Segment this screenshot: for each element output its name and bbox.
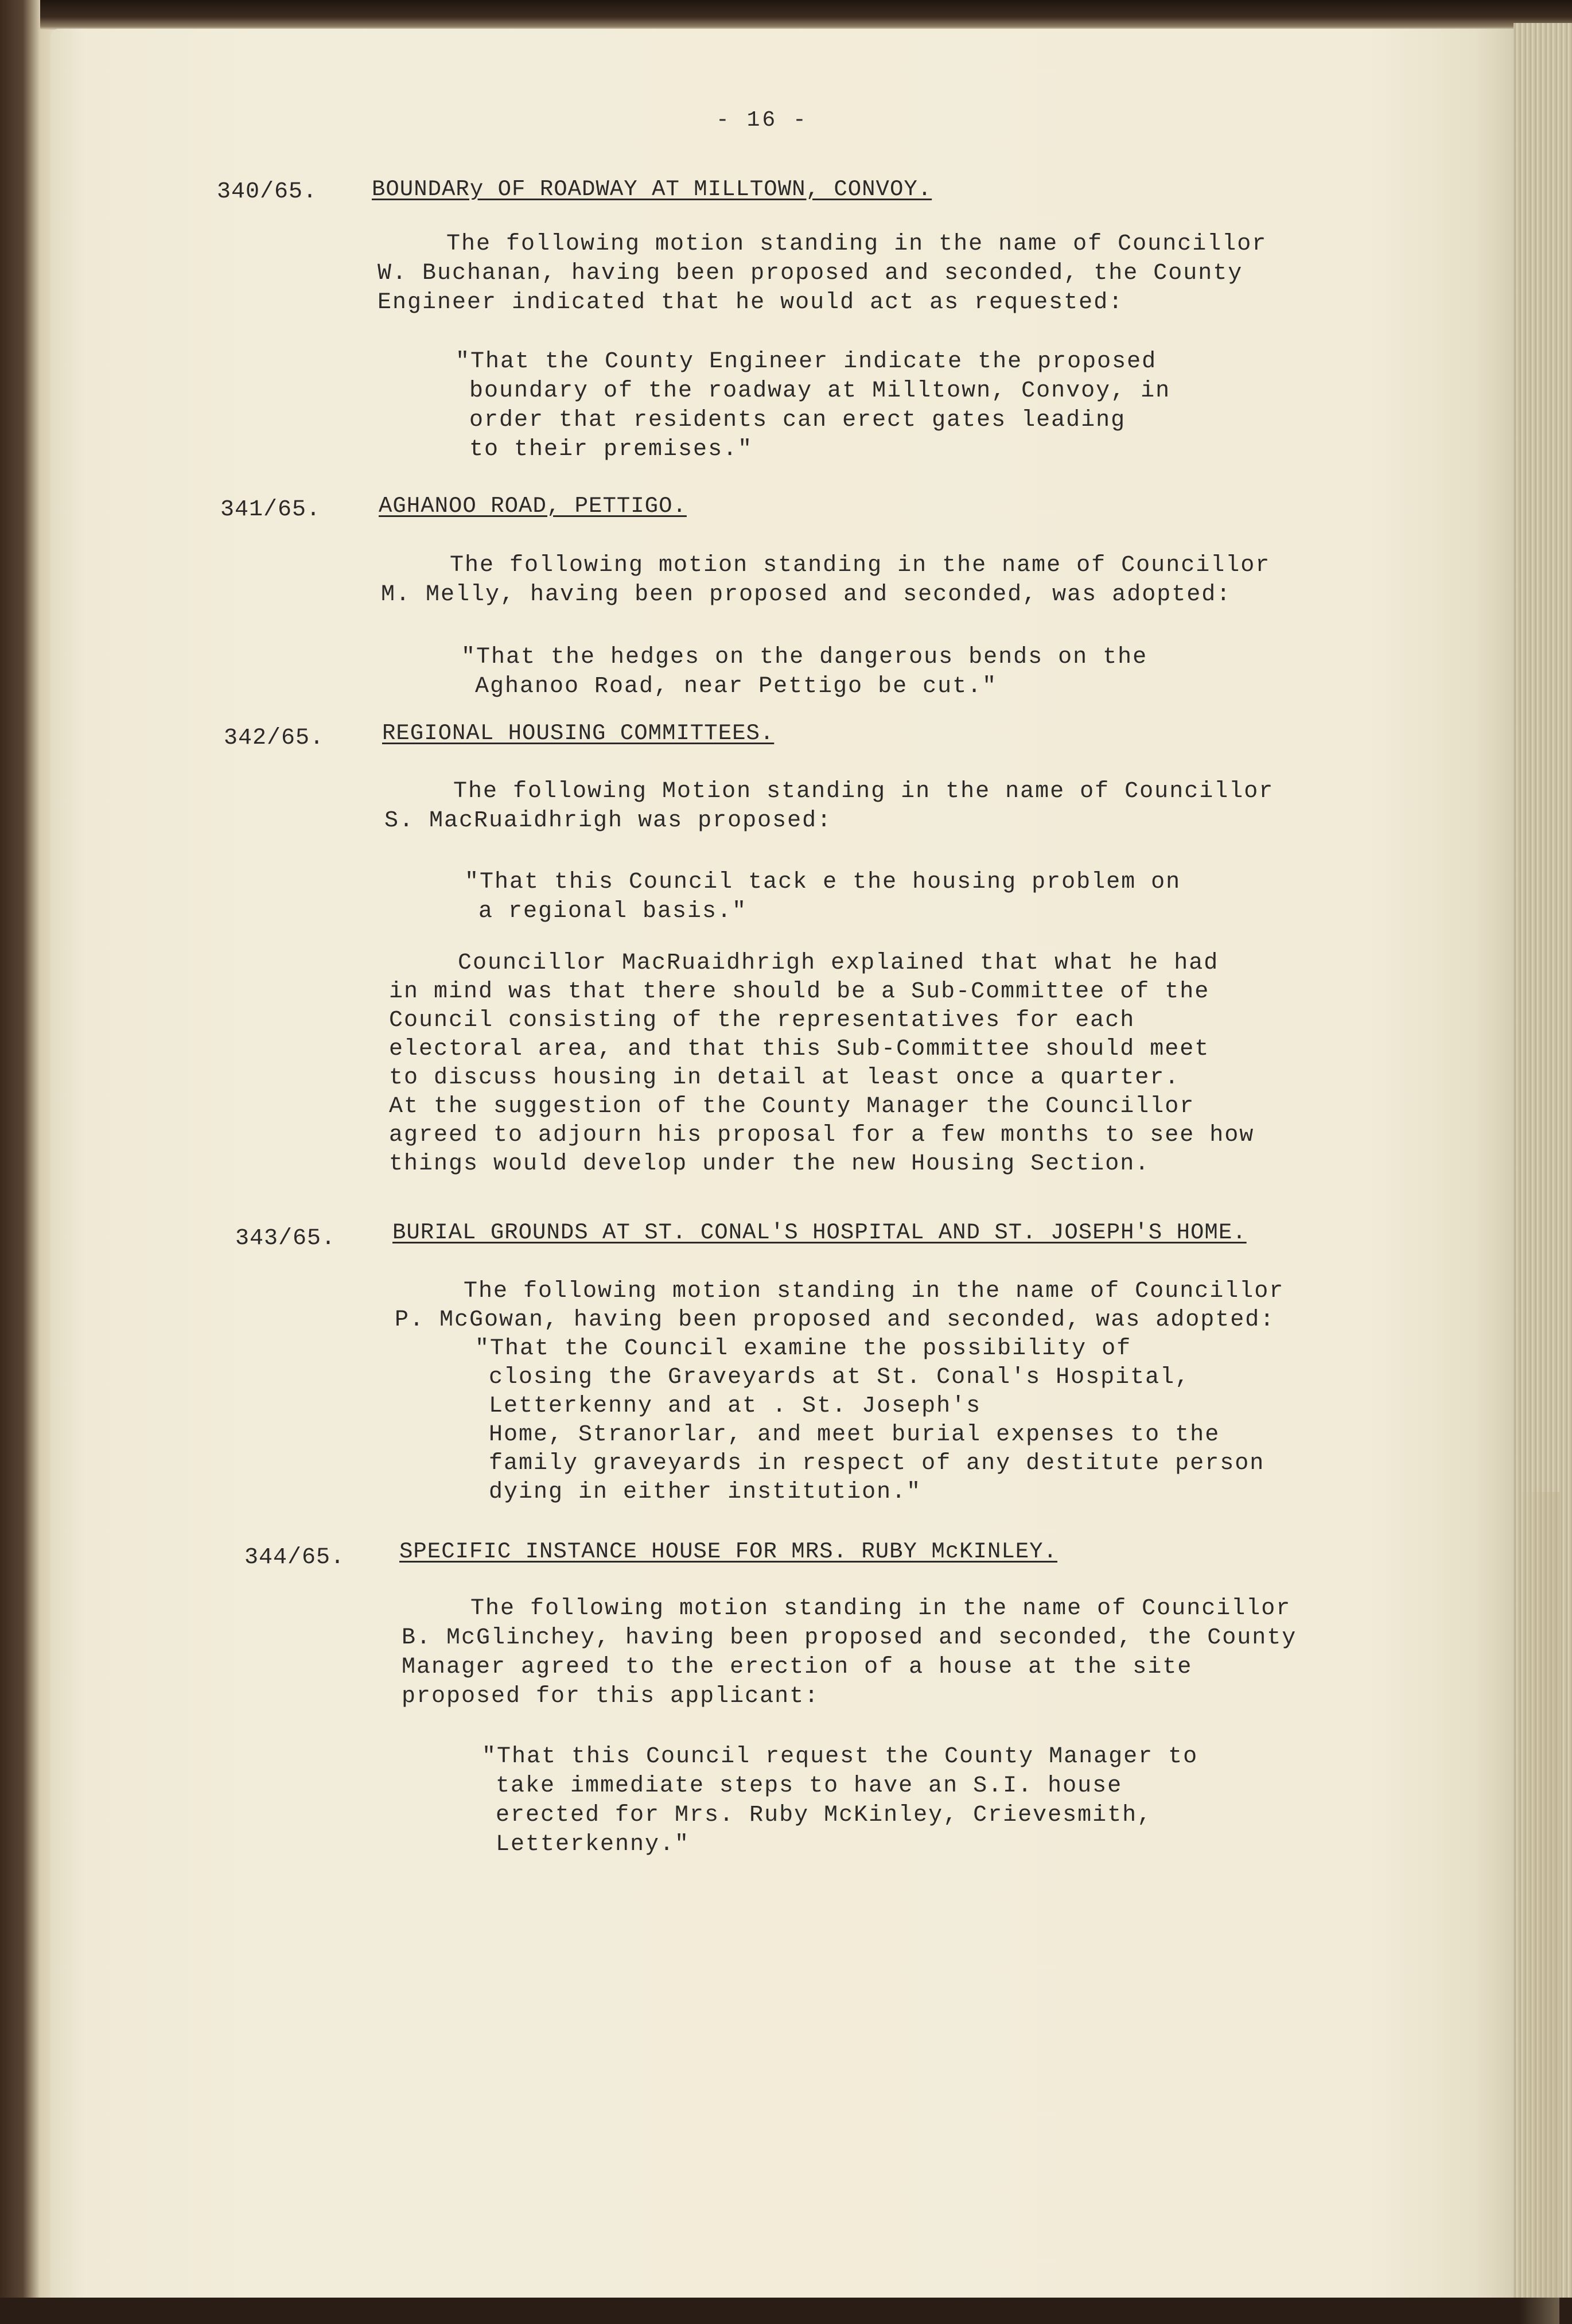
- quote-line: "That the County Engineer indicate the proposed: [456, 349, 1157, 375]
- entry-heading-342: REGIONAL HOUSING COMMITTEES.: [382, 721, 775, 746]
- entry-intro-344: [402, 1594, 1297, 1711]
- body-line: Council consisting of the representatives for each: [389, 1008, 1135, 1033]
- entry-number-343: 343/65.: [235, 1226, 336, 1252]
- intro-line: W. Buchanan, having been proposed and seconded, the County: [378, 261, 1243, 286]
- entry-quote-343: [475, 1335, 1264, 1507]
- body-line: things would develop under the new Housing Section.: [389, 1151, 1150, 1177]
- body-line: At the suggestion of the County Manager the Councillor: [389, 1094, 1195, 1120]
- intro-line: The following motion standing in the name of Councillor: [446, 231, 1267, 257]
- body-line: Councillor MacRuaidhrigh explained that what he had: [458, 950, 1219, 976]
- quote-line: dying in either institution.": [489, 1479, 922, 1505]
- entry-intro-342: [384, 777, 1274, 835]
- intro-line: B. McGlinchey, having been proposed and seconded, the County: [402, 1625, 1297, 1651]
- intro-line: S. MacRuaidhrigh was proposed:: [384, 808, 832, 834]
- entry-body-342: [389, 949, 1254, 1179]
- entry-heading-340: BOUNDARy OF ROADWAY AT MILLTOWN, CONVOY.: [372, 177, 932, 202]
- page-number: - 16 -: [716, 108, 808, 133]
- entry-quote-342: [465, 868, 1181, 926]
- book-top-edge: [40, 0, 1572, 30]
- quote-line: Letterkenny and at . St. Joseph's: [489, 1393, 982, 1419]
- entry-quote-340: [456, 347, 1170, 464]
- quote-line: Aghanoo Road, near Pettigo be cut.": [475, 674, 998, 699]
- quote-line: to their premises.": [469, 437, 753, 463]
- entry-quote-341: [461, 643, 1147, 701]
- quote-line: Letterkenny.": [496, 1832, 690, 1857]
- body-line: to discuss housing in detail at least once a quarter.: [389, 1065, 1180, 1091]
- body-line: agreed to adjourn his proposal for a few months to see how: [389, 1122, 1255, 1148]
- entry-quote-344: [482, 1742, 1198, 1859]
- intro-line: The following motion standing in the name of Councillor: [470, 1596, 1291, 1622]
- quote-line: a regional basis.": [478, 899, 748, 924]
- entry-number-342: 342/65.: [224, 725, 325, 751]
- quote-line: take immediate steps to have an S.I. house: [496, 1773, 1123, 1799]
- entry-heading-344: SPECIFIC INSTANCE HOUSE FOR MRS. RUBY McKINLEY.: [399, 1539, 1057, 1564]
- entry-heading-341: AGHANOO ROAD, PETTIGO.: [379, 493, 687, 519]
- intro-line: The following motion standing in the name of Councillor: [464, 1278, 1285, 1304]
- entry-number-340: 340/65.: [217, 179, 318, 205]
- intro-line: The following motion standing in the name of Councillor: [450, 553, 1271, 578]
- quote-line: Home, Stranorlar, and meet burial expenses to the: [489, 1422, 1220, 1448]
- document-page: [50, 29, 1513, 2298]
- entry-intro-341: [381, 551, 1270, 609]
- intro-line: M. Melly, having been proposed and seconded, was adopted:: [381, 582, 1232, 608]
- entry-heading-343: BURIAL GROUNDS AT ST. CONAL'S HOSPITAL AND ST. JOSEPH'S HOME.: [392, 1220, 1247, 1245]
- quote-line: "That the hedges on the dangerous bends on the: [461, 644, 1148, 670]
- intro-line: Manager agreed to the erection of a house at the site: [402, 1654, 1193, 1680]
- quote-line: "That this Council tack e the housing problem on: [465, 869, 1181, 895]
- body-line: electoral area, and that this Sub-Committee should meet: [389, 1036, 1210, 1062]
- quote-line: erected for Mrs. Ruby McKinley, Crievesmith,: [496, 1802, 1153, 1828]
- intro-line: proposed for this applicant:: [402, 1684, 820, 1709]
- intro-line: P. McGowan, having been proposed and seconded, was adopted:: [395, 1307, 1275, 1333]
- quote-line: order that residents can erect gates leading: [469, 407, 1126, 433]
- intro-line: Engineer indicated that he would act as requested:: [378, 290, 1124, 316]
- body-line: in mind was that there should be a Sub-Committee of the: [389, 979, 1210, 1005]
- quote-line: "That the Council examine the possibility of: [475, 1336, 1132, 1362]
- entry-intro-343: [395, 1277, 1284, 1335]
- quote-line: closing the Graveyards at St. Conal's Hospital,: [489, 1365, 1190, 1390]
- page-shadow: [1519, 1492, 1559, 2324]
- entry-number-344: 344/65.: [244, 1545, 345, 1571]
- entry-number-341: 341/65.: [220, 497, 321, 523]
- intro-line: The following Motion standing in the name of Councillor: [453, 779, 1274, 805]
- quote-line: family graveyards in respect of any destitute person: [489, 1451, 1265, 1476]
- quote-line: "That this Council request the County Manager to: [482, 1744, 1199, 1770]
- quote-line: boundary of the roadway at Milltown, Convoy, in: [469, 378, 1171, 404]
- entry-intro-340: [378, 230, 1267, 317]
